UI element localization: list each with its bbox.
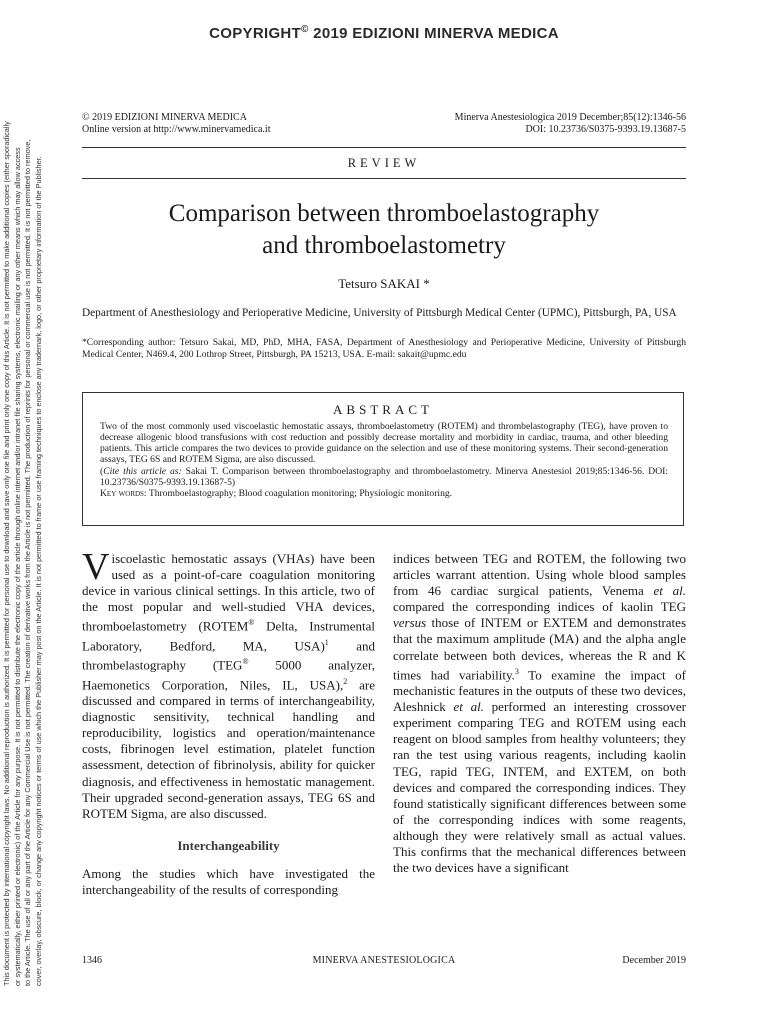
affiliation: Department of Anesthesiology and Perioperative Medicine, University of Pittsburgh Medical Center (UPMC), Pittsburgh, PA, USA bbox=[82, 307, 677, 319]
author: Tetsuro SAKAI * bbox=[338, 276, 430, 291]
intro-paragraph: Viscoelastic hemostatic assays (VHAs) have been used as a point-of-care coagulation monitoring device in various clinical settings. In this article, two of the most popular and well-studied VHA devices, thromboelastometry (ROTEM® Delta, Instrumental Laboratory, Bedford, MA, USA)$^1$ and thrombelastography (TEG® 5000 analyzer, Haemonetics Corporation, Niles, IL, USA),$^2$ are discussed and compared in terms of interchangeability, diagnostic sensitivity, technical handling and reproducibility, logistics and operation/maintenance costs, fibrinogen level estimation, platelet function assessment, detection of fibrinolysis, ability for quicker diagnosis, and effectiveness in hemostatic management. Their upgraded second-generation assays, TEG 6S and ROTEM Sigma, are also discussed. bbox=[82, 546, 376, 821]
side-copyright-notice bbox=[2, 46, 44, 986]
side-notice-line: or systematically, either printed or electronic) of the Article for any purpose. It is not permitted to distribute the electronic copy of the article through online internet and/or intranet file sharing systems, electronic mailing or any other means which may allow access bbox=[12, 147, 22, 986]
title-line: and thromboelastometry bbox=[262, 232, 506, 259]
body-column-left bbox=[82, 546, 376, 898]
publisher-copyright: © 2019 EDIZIONI MINERVA MEDICA bbox=[82, 112, 247, 123]
page-number: 1346 bbox=[82, 955, 102, 966]
keywords-line: Key words: Thromboelastography; Blood coagulation monitoring; Physiologic monitoring. bbox=[100, 488, 453, 500]
drop-cap: V bbox=[82, 546, 110, 588]
journal-name-footer: MINERVA ANESTESIOLOGICA bbox=[312, 955, 456, 966]
citation-line: (Cite this article as: Sakai T. Comparison between thromboelastography and thromboelastometry. Minerva Anestesiol 2019;85:1346-56. DOI: 10.23736/S0375-9393.19.13687-5) bbox=[100, 465, 668, 488]
abstract-heading: ABSTRACT bbox=[333, 402, 433, 417]
title-line: Comparison between thromboelastography bbox=[168, 200, 600, 227]
abstract-body: Two of the most commonly used viscoelastic hemostatic assays, thromboelastometry (ROTEM) and thrombelastography (TEG), have proven to decrease allogenic blood transfusions with cost reduction and possibly decrease mortality and morbidity in cardiac, trauma, and other bleeding patients. This article compares the two devices to provide guidance on the selection and use of these monitoring systems. Their second-generation assays, TEG 6S and ROTEM Sigma, are also discussed. bbox=[100, 421, 668, 465]
interchangeability-paragraph: Among the studies which have investigated the interchangeability of the results of corresponding bbox=[82, 865, 375, 897]
header-rule bbox=[82, 147, 686, 148]
article-title bbox=[82, 198, 686, 262]
doi: DOI: 10.23736/S0375-9393.19.13687-5 bbox=[525, 124, 686, 135]
body-column-right bbox=[393, 551, 686, 876]
side-notice-line: This document is protected by international copyright laws. No additional reproduction is authorized. It is permitted for personal use to download and save only one file and print only one copy of this Article. It is not permitted to make additional copies (either sporadically bbox=[2, 121, 11, 986]
interchangeability-paragraph-cont: indices between TEG and ROTEM, the following two articles warrant attention. Using whole blood samples from 46 cardiac surgical patients, Venema et al. compared the corresponding indices of kaolin TEG versus those of INTEM or EXTEM and demonstrates that the maximum amplitude (MA) and the alpha angle correlate between both devices, whereas the R and K times had variability.$^3$ To examine the impact of mechanistic features in the outputs of these two devices, Aleshnick et al. performed an interesting crossover experiment comparing TEG and ROTEM using each reagent on blood samples from healthy volunteers; they ran the test using various reagents, including kaolin TEG, rapid TEG, INTEM, and EXTEM, on both devices and compared the corresponding indices. They found statistically significant differences between some of the corresponding indices with some reagents, although they were relatively small as actual values. This confirms that the mechanical differences between the two devices have a significant bbox=[393, 551, 687, 876]
online-version-link[interactable]: Online version at http://www.minervamedica.it bbox=[82, 124, 271, 135]
issue-date: December 2019 bbox=[622, 955, 686, 966]
corresponding-author: *Corresponding author: Tetsuro Sakai, MD, PhD, MHA, FASA, Department of Anesthesiology and Perioperative Medicine, University of Pittsburgh Medical Center, N469.4, 200 Lothrop Street, Pittsburgh, PA 15213, USA. E-mail: sakait@upmc.edu bbox=[82, 337, 686, 360]
side-notice-line: cover, overlay, obscure, block, or change any copyright notices or terms of use which the Publisher may post on the Article. It is not permitted to frame or use framing techniques to enclose any trademark, logo, or other proprietary information of the Publisher. bbox=[33, 156, 43, 986]
citation-header bbox=[455, 112, 686, 136]
section-label: REVIEW bbox=[347, 156, 421, 170]
side-notice-line: to the Article. The use of all or any part of the Article for any Commercial Use is not permitted. The creation of derivative works from the Article is not permitted. The production of reprints for personal or commercial use is not permitted. It is not permitted to remove, bbox=[23, 139, 32, 986]
abstract-text bbox=[100, 422, 668, 501]
copyright-banner: COPYRIGHT© 2019 EDIZIONI MINERVA MEDICA bbox=[209, 24, 559, 42]
journal-citation: Minerva Anestesiologica 2019 December;85(12):1346-56 bbox=[454, 112, 686, 123]
publisher-header bbox=[82, 112, 270, 136]
section-heading-interchangeability: Interchangeability bbox=[177, 837, 280, 853]
section-rule bbox=[82, 178, 686, 179]
